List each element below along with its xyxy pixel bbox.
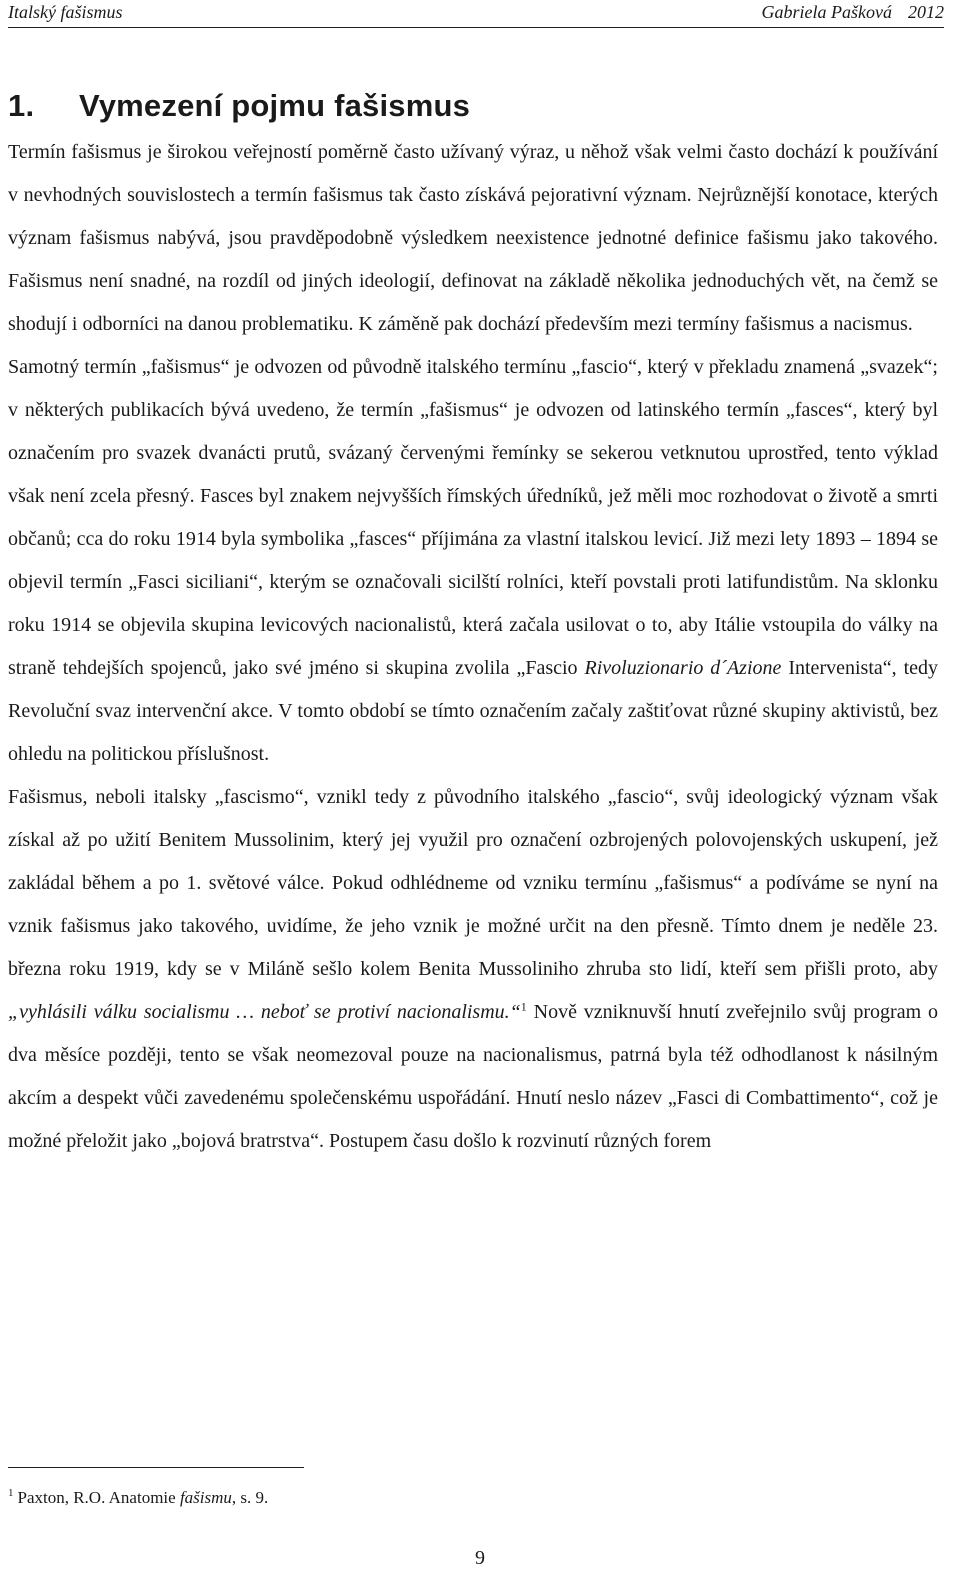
- paragraph-3-part-2: Nově vzniknuvší hnutí zveřejnilo svůj program o dva měsíce později, tento se však neomezoval pouze na nacionalismus, patrná byla též odhodlanost k násilným akcím a despekt vůči zavedenému společenskému uspořádání. Hnutí neslo název „Fasci di Combattimento“, což je možné přeložit jako „bojová bratrstva“. Postupem času došlo k rozvinutí různých forem: [8, 1001, 938, 1152]
- footnote: [8, 1486, 268, 1510]
- footnote-number: 1: [8, 1487, 14, 1500]
- paragraph-2-italic: Rivoluzionario d´Azione: [584, 657, 782, 679]
- paragraph-3: [8, 776, 938, 1163]
- footnote-text-before: Paxton, R.O. Anatomie: [17, 1488, 180, 1507]
- paragraph-2-part-1: Samotný termín „fašismus“ je odvozen od původně italského termínu „fascio“, který v překladu znamená „svazek“; v některých publikacích bývá uvedeno, že termín „fašismus“ je odvozen od latinského termín „fasces“, který byl označením pro svazek dvanácti prutů, svázaný červenými řemínky se sekerou vetknutou uprostřed, tento výklad však není zcela přesný. Fasces byl znakem nejvyšších římských úředníků, jež měli moc rozhodovat o životě a smrti občanů; cca do roku 1914 byla symbolika „fasces“ příjimána za vlastní italskou levicí. Již mezi lety 1893 – 1894 se objevil termín „Fasci siciliani“, kterým se označovali sicilští rolníci, kteří povstali proti latifundistům. Na sklonku roku 1914 se objevila skupina levicových nacionalistů, která začala usilovat o to, aby Itálie vstoupila do války na straně tehdejších spojenců, jako své jméno si skupina zvolila „Fascio: [8, 356, 938, 679]
- paragraph-1: Termín fašismus je širokou veřejností poměrně často užívaný výraz, u něhož však velmi často dochází k používání v nevhodných souvislostech a termín fašismus tak často získává pejorativní význam. Nejrůznější konotace, kterých význam fašismus nabývá, jsou pravděpodobně výsledkem neexistence jednotné definice fašismu jako takového. Fašismus není snadné, na rozdíl od jiných ideologií, definovat na základě několika jednoduchých vět, na čemž se shodují i odborníci na danou problematiku. K záměně pak dochází především mezi termíny fašismus a nacismus.: [8, 141, 938, 335]
- section-heading: [8, 86, 470, 126]
- paragraph-2: [8, 346, 938, 776]
- footnote-reference[interactable]: 1: [520, 999, 527, 1014]
- header-author-year: [762, 0, 944, 24]
- paragraph-3-quote: „vyhlásili válku socialismu … neboť se protiví nacionalismu.“: [8, 1001, 521, 1023]
- page-number: 9: [475, 1547, 485, 1569]
- paragraph-3-part-1: Fašismus, neboli italsky „fascismo“, vznikl tedy z původního italského „fascio“, svůj ideologický význam však získal až po užití Benitem Mussolinim, který jej využil pro označení ozbrojených polovojenských uskupení, jež zakládal během a po 1. světové válce. Pokud odhlédneme od vzniku termínu „fašismus“ a podíváme se nyní na vznik fašismus jako takového, uvidíme, že jeho vznik je možné určit na den přesně. Tímto dnem je neděle 23. března roku 1919, kdy se v Miláně sešlo kolem Benita Mussoliniho zhruba sto lidí, kteří sem přišli proto, aby: [8, 786, 938, 980]
- running-header: [8, 0, 944, 28]
- header-year: 2012: [908, 2, 944, 22]
- header-document-title: Italský fašismus: [8, 2, 123, 22]
- footnote-separator: [8, 1467, 304, 1468]
- section-number: 1.: [8, 88, 35, 123]
- header-author: Gabriela Pašková: [761, 2, 892, 22]
- body-text: [8, 131, 938, 1163]
- footnote-text-after: , s. 9.: [231, 1488, 269, 1507]
- section-title: Vymezení pojmu fašismus: [79, 88, 471, 123]
- paragraph-2-part-2: Intervenista“, tedy Revoluční svaz intervenční akce. V tomto období se tímto označením začaly zaštiťovat různé skupiny aktivistů, bez ohledu na politickou příslušnost.: [8, 657, 938, 765]
- footnote-italic: fašismu: [179, 1488, 232, 1507]
